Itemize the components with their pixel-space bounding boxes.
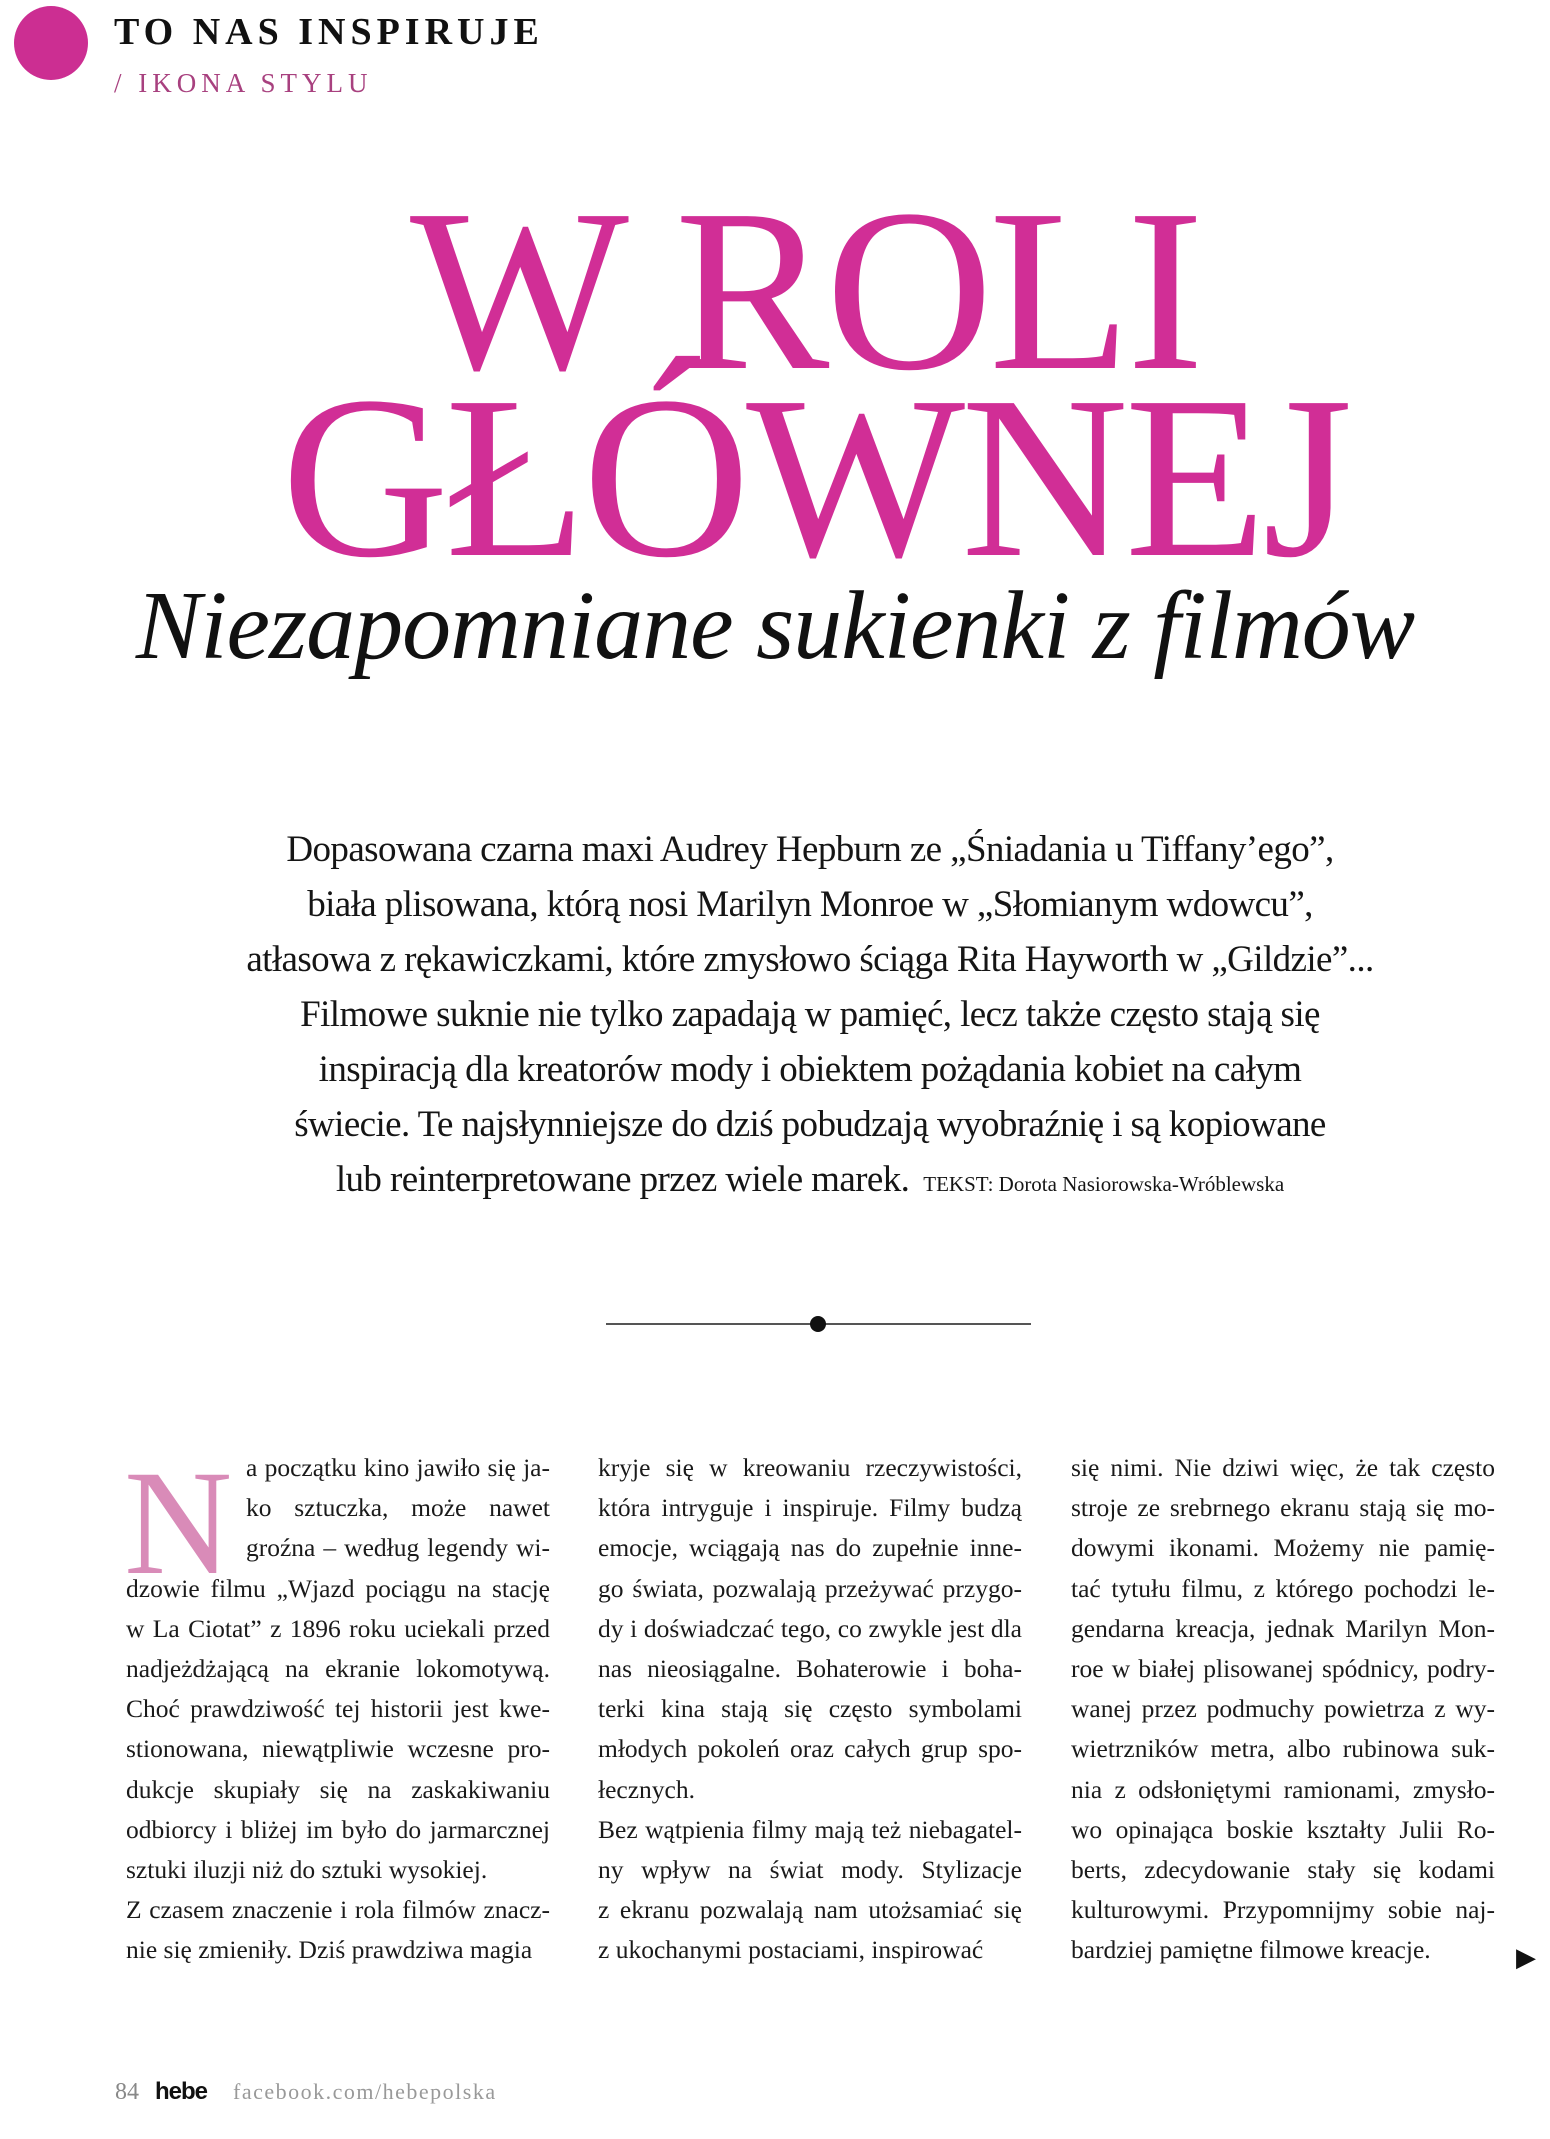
article-column-3 [1071,1448,1495,1970]
author-credit: TEKST: Dorota Nasiorowska-Wróblewska [923,1172,1285,1196]
column-line: bardziej pamiętne filmowe kreacje. [1071,1935,1431,1965]
column-line: młodych pokoleń oraz całych grup spo- [598,1734,1022,1764]
column-line: ny wpływ na świat mody. Stylizacje [598,1854,1022,1884]
column-line: kulturowymi. Przypomnijmy sobie naj- [1071,1895,1495,1925]
column-line: wanej przez podmuchy powietrza z wy- [1071,1694,1495,1724]
subsection-label: / IKONA STYLU [114,68,373,98]
intro-line: lub reinterpretowane przez wiele marek. [335,1159,910,1200]
divider-dot-icon [810,1316,826,1332]
section-dot-icon [14,6,88,80]
column-line: wo opinająca boskie kształty Julii Ro- [1071,1814,1495,1844]
page-footer [115,2078,497,2106]
column-line: go świata, pozwalają przeżywać przygo- [598,1573,1022,1603]
subtitle: Niezapomniane sukienki z filmów [135,572,1415,680]
column-line: z ekranu pozwalają nam utożsamiać się [598,1895,1022,1925]
section-label: TO NAS INSPIRUJE [114,11,544,53]
intro-paragraph [180,822,1440,1212]
column-line: sztuki iluzji niż do sztuki wysokiej. [126,1854,488,1884]
column-line: dzowie filmu „Wjazd pociągu na stację [126,1573,550,1603]
column-line: Bez wątpienia filmy mają też niebagatel- [598,1814,1022,1844]
brand-logo: hebe [155,2078,208,2105]
intro-line: inspiracją dla kreatorów mody i obiektem pożądania kobiet na całym [318,1049,1302,1090]
intro-line: świecie. Te najsłynniejsze do dziś pobudzają wyobraźnię i są kopiowane [294,1104,1326,1145]
column-line: z ukochanymi postaciami, inspirować [598,1935,984,1965]
intro-line-last [180,1152,1440,1212]
article-column-1 [124,1440,550,1970]
column-line: dy i doświadczać tego, co zwykle jest dla [598,1613,1022,1643]
column-line: w La Ciotat” z 1896 roku uciekali przed [126,1613,550,1643]
column-line: Z czasem znaczenie i rola filmów znacz- [126,1895,550,1925]
column-line: łecznych. [598,1774,695,1804]
triangle-right-icon: ▶ [1516,1943,1536,1972]
drop-cap: N [124,1440,233,1606]
column-line: stionowana, niewątpliwie wczesne pro- [126,1734,550,1764]
column-line: terki kina stają się często symbolami [598,1694,1022,1724]
column-line: odbiorcy i bliżej im było do jarmarcznej [126,1814,550,1844]
column-line: nadjeżdżającą na ekranie lokomotywą. [126,1653,550,1683]
intro-line: Filmowe suknie nie tylko zapadają w pamięć, lecz także często stają się [300,994,1320,1035]
headline-line-1: W ROLI [409,162,1201,419]
column-line: dowymi ikonami. Możemy nie pamię- [1071,1533,1495,1563]
column-line: emocje, wciągają nas do zupełnie inne- [598,1533,1022,1563]
column-line: groźna – według legendy wi- [246,1533,550,1563]
column-line: gendarna kreacja, jednak Marilyn Mon- [1071,1613,1495,1643]
column-line: nia z odsłoniętymi ramionami, zmysło- [1071,1774,1495,1804]
column-line: wietrzników metra, albo rubinowa suk- [1071,1734,1495,1764]
column-line: a początku kino jawiło się ja- [246,1453,550,1482]
column-line: tać tytułu filmu, z którego pochodzi le- [1071,1573,1495,1603]
column-line: stroje ze srebrnego ekranu stają się mo- [1071,1493,1495,1523]
column-line: roe w białej plisowanej spódnicy, podry- [1071,1653,1495,1683]
column-line: ko sztuczka, może nawet [246,1493,550,1523]
column-line: dukcje skupiały się na zaskakiwaniu [126,1774,550,1804]
column-line: kryje się w kreowaniu rzeczywistości, [598,1453,1022,1482]
article-column-2 [598,1448,1022,1970]
column-line: Choć prawdziwość tej historii jest kwe- [126,1694,550,1724]
page-number: 84 [115,2079,139,2105]
column-line: która intryguje i inspiruje. Filmy budzą [598,1493,1022,1523]
intro-line: Dopasowana czarna maxi Audrey Hepburn ze „Śniadania u Tiffany’ego”, [286,829,1334,870]
social-link: facebook.com/hebepolska [233,2079,497,2104]
intro-line: biała plisowana, którą nosi Marilyn Monroe w „Słomianym wdowcu”, [307,884,1313,925]
column-line: nie się zmieniły. Dziś prawdziwa magia [126,1935,533,1965]
headline-line-2: GŁÓWNEJ [281,349,1349,606]
column-line: nas nieosiągalne. Bohaterowie i boha- [598,1653,1022,1683]
intro-line: atłasowa z rękawiczkami, które zmysłowo ściąga Rita Hayworth w „Gildzie”... [246,939,1374,980]
column-line: berts, zdecydowanie stały się kodami [1071,1854,1495,1884]
column-line: się nimi. Nie dziwi więc, że tak często [1071,1453,1495,1482]
